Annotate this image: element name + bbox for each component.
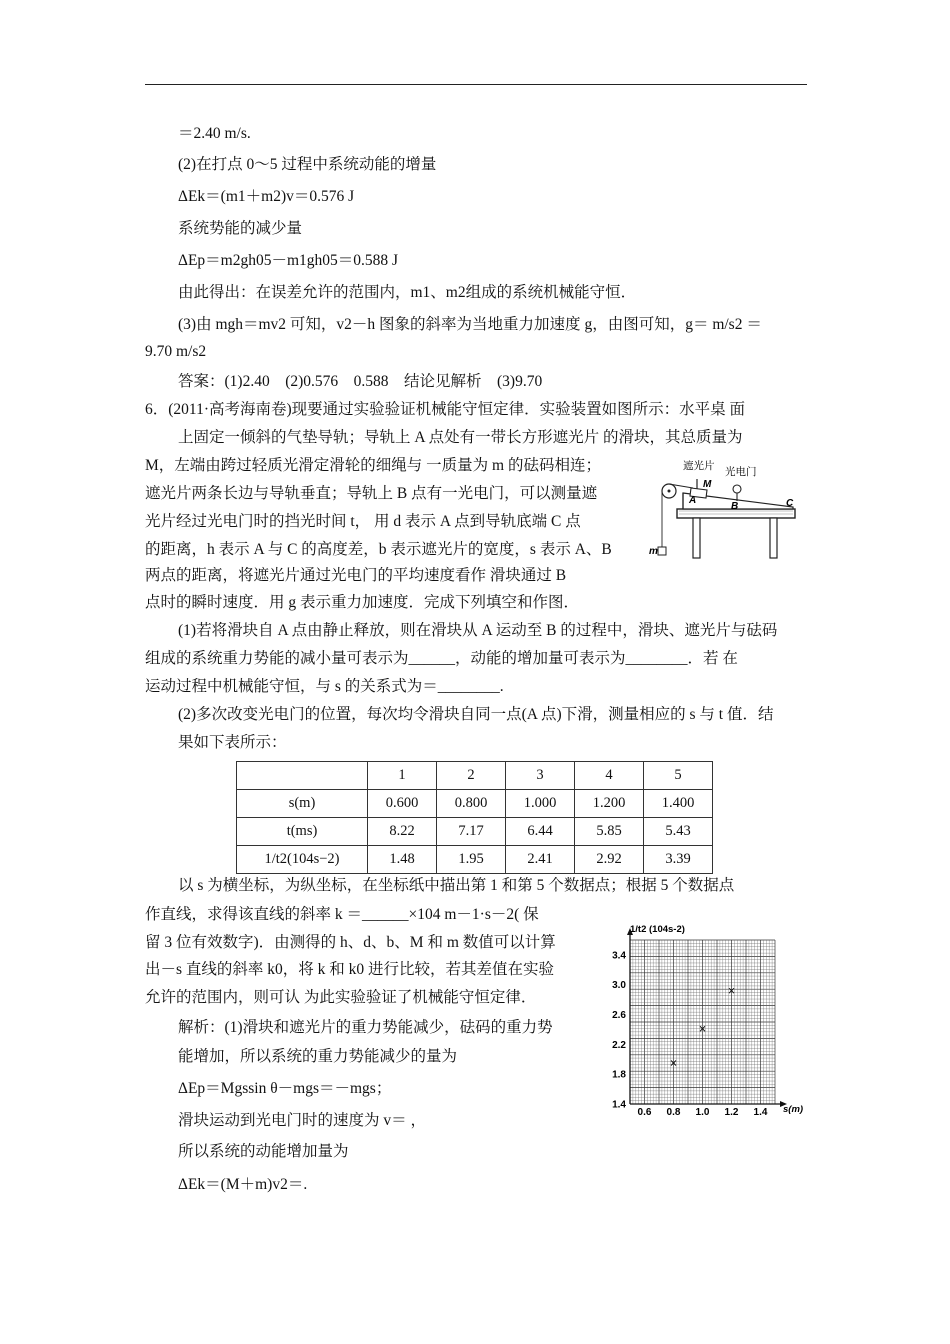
- text-line: 9.70 m/s2: [145, 343, 207, 360]
- table-row: [237, 846, 713, 874]
- text-line: 果如下表所示：: [178, 734, 287, 751]
- y-tick-label: 3.0: [612, 980, 626, 992]
- weight-block: [658, 547, 666, 555]
- table-cell: 1.000: [506, 790, 575, 818]
- header-rule: [145, 84, 807, 85]
- text-line: 的距离，h 表示 A 与 C 的高度差，b 表示遮光片的宽度，s 表示 A、B: [145, 541, 612, 558]
- text-line: ΔEp＝m2gh05－m1gh05＝0.588 J: [178, 252, 399, 269]
- text-line: 以 s 为横坐标，为纵坐标，在坐标纸中描出第 1 和第 5 个数据点；根据 5 个数据点: [178, 877, 735, 894]
- table-header-row: [237, 762, 713, 790]
- text-line: 解析：(1)滑块和遮光片的重力势能减少，砝码的重力势: [178, 1019, 553, 1036]
- y-tick-label: 3.4: [612, 950, 626, 962]
- y-axis-label: 1/t2 (104s-2): [630, 924, 685, 935]
- table-leg: [693, 518, 700, 558]
- label-C: C: [786, 498, 794, 509]
- table-cell: [237, 762, 368, 790]
- table-leg: [770, 518, 777, 558]
- table-cell: 4: [575, 762, 644, 790]
- label-gate: 光电门: [725, 466, 757, 478]
- x-tick-label: 1.2: [724, 1107, 739, 1118]
- x-axis-label: s(m): [783, 1104, 804, 1115]
- text-line: 两点的距离，将遮光片通过光电门的平均速度看作 滑块通过 B: [145, 567, 567, 584]
- table-cell: s(m): [237, 790, 368, 818]
- text-line: ΔEk＝(m1＋m2)v＝0.576 J: [178, 188, 355, 205]
- label-B: B: [731, 501, 739, 512]
- table-cell: 5.85: [575, 818, 644, 846]
- text-line: 光片经过光电门时的挡光时间 t， 用 d 表示 A 点到导轨底端 C 点: [145, 513, 581, 530]
- text-line: (2)多次改变光电门的位置，每次均令滑块自同一点(A 点)下滑，测量相应的 s 与 t 值．结: [178, 706, 774, 723]
- table-row: [237, 818, 713, 846]
- label-A: A: [689, 495, 697, 506]
- question-title: 6．(2011·高考海南卷)现要通过实验验证机械能守恒定律．实验装置如图所示：水平桌 面: [145, 401, 746, 418]
- y-tick-label: 2.2: [612, 1039, 626, 1051]
- table-cell: 1/t2(104s−2): [237, 846, 368, 874]
- text-line: 允许的范围内，则可认 为此实验验证了机械能守恒定律．: [145, 989, 537, 1006]
- answer-line: 答案：(1)2.40 (2)0.576 0.588 结论见解析 (3)9.70: [178, 373, 543, 390]
- text-line: 所以系统的动能增加量为: [178, 1143, 349, 1160]
- table-row: [237, 790, 713, 818]
- text-line: 由此得出：在误差允许的范围内，m1、m2组成的系统机械能守恒．: [178, 284, 637, 301]
- label-shade: 遮光片: [683, 460, 715, 472]
- text-line: ΔEk＝(M＋m)v2＝.: [178, 1176, 308, 1193]
- text-line: 系统势能的减少量: [178, 220, 303, 237]
- text-line: 组成的系统重力势能的减小量可表示为______，动能的增加量可表示为________．若 在: [145, 650, 738, 667]
- scatter-chart: [600, 912, 810, 1122]
- table-cell: 1.400: [644, 790, 713, 818]
- text-line: 遮光片两条长边与导轨垂直；导轨上 B 点有一光电门，可以测量遮: [145, 485, 598, 502]
- table-cell: 2.41: [506, 846, 575, 874]
- text-line: ΔEp＝Mgssin θ－mgs＝－mgs；: [178, 1080, 392, 1097]
- table-cell: 1.95: [437, 846, 506, 874]
- table-cell: t(ms): [237, 818, 368, 846]
- y-tick-label: 2.6: [612, 1010, 626, 1022]
- table-cell: 0.800: [437, 790, 506, 818]
- text-line: (3)由 mgh＝mv2 可知，v2－h 图象的斜率为当地重力加速度 g，由图可知，g＝ m/s2 ＝: [178, 316, 762, 333]
- text-line: 出－s 直线的斜率 k0，将 k 和 k0 进行比较，若其差值在实验: [145, 961, 555, 978]
- table-cell: 0.600: [368, 790, 437, 818]
- table-cell: 5: [644, 762, 713, 790]
- table-cell: 3.39: [644, 846, 713, 874]
- table-cell: 2.92: [575, 846, 644, 874]
- table-cell: 1.48: [368, 846, 437, 874]
- text-line: 滑块运动到光电门时的速度为 v＝ ，: [178, 1112, 427, 1129]
- table-cell: 7.17: [437, 818, 506, 846]
- text-line: 上固定一倾斜的气垫导轨；导轨上 A 点处有一带长方形遮光片 的滑块，其总质量为: [178, 429, 743, 446]
- text-line: 运动过程中机械能守恒，与 s 的关系式为＝________.: [145, 678, 504, 695]
- x-tick-label: 1.4: [753, 1107, 768, 1118]
- chart-grid: [630, 940, 775, 1104]
- table-cell: 8.22: [368, 818, 437, 846]
- text-line: 能增加，所以系统的重力势能减少的量为: [178, 1048, 458, 1065]
- text-line: 点时的瞬时速度．用 g 表示重力加速度．完成下列填空和作图．: [145, 594, 580, 611]
- label-M: M: [703, 479, 712, 490]
- photogate-icon: [733, 485, 741, 493]
- text-line: (1)若将滑块自 A 点由静止释放，则在滑块从 A 运动至 B 的过程中，滑块、遮光片与砝码: [178, 622, 778, 639]
- text-line: M，左端由跨过轻质光滑定滑轮的细绳与 一质量为 m 的砝码相连；: [145, 457, 601, 474]
- table-cell: 2: [437, 762, 506, 790]
- table-cell: 1.200: [575, 790, 644, 818]
- table-cell: 3: [506, 762, 575, 790]
- data-table: [236, 761, 713, 874]
- label-m: m: [649, 546, 658, 557]
- text-line: 作直线，求得该直线的斜率 k ＝______×104 m－1·s－2( 保: [145, 906, 539, 923]
- text-line: ＝2.40 m/s.: [178, 125, 251, 142]
- y-tick-label: 1.4: [612, 1099, 626, 1111]
- y-tick-label: 1.8: [612, 1069, 626, 1081]
- table-cell: 1: [368, 762, 437, 790]
- table-cell: 5.43: [644, 818, 713, 846]
- x-tick-label: 0.6: [637, 1107, 652, 1118]
- x-tick-label: 0.8: [666, 1107, 681, 1118]
- apparatus-diagram: [645, 455, 805, 565]
- x-tick-label: 1.0: [695, 1107, 710, 1118]
- text-line: (2)在打点 0～5 过程中系统动能的增量: [178, 156, 437, 173]
- text-line: 留 3 位有效数字)．由测得的 h、d、b、M 和 m 数值可以计算: [145, 934, 556, 951]
- table-cell: 6.44: [506, 818, 575, 846]
